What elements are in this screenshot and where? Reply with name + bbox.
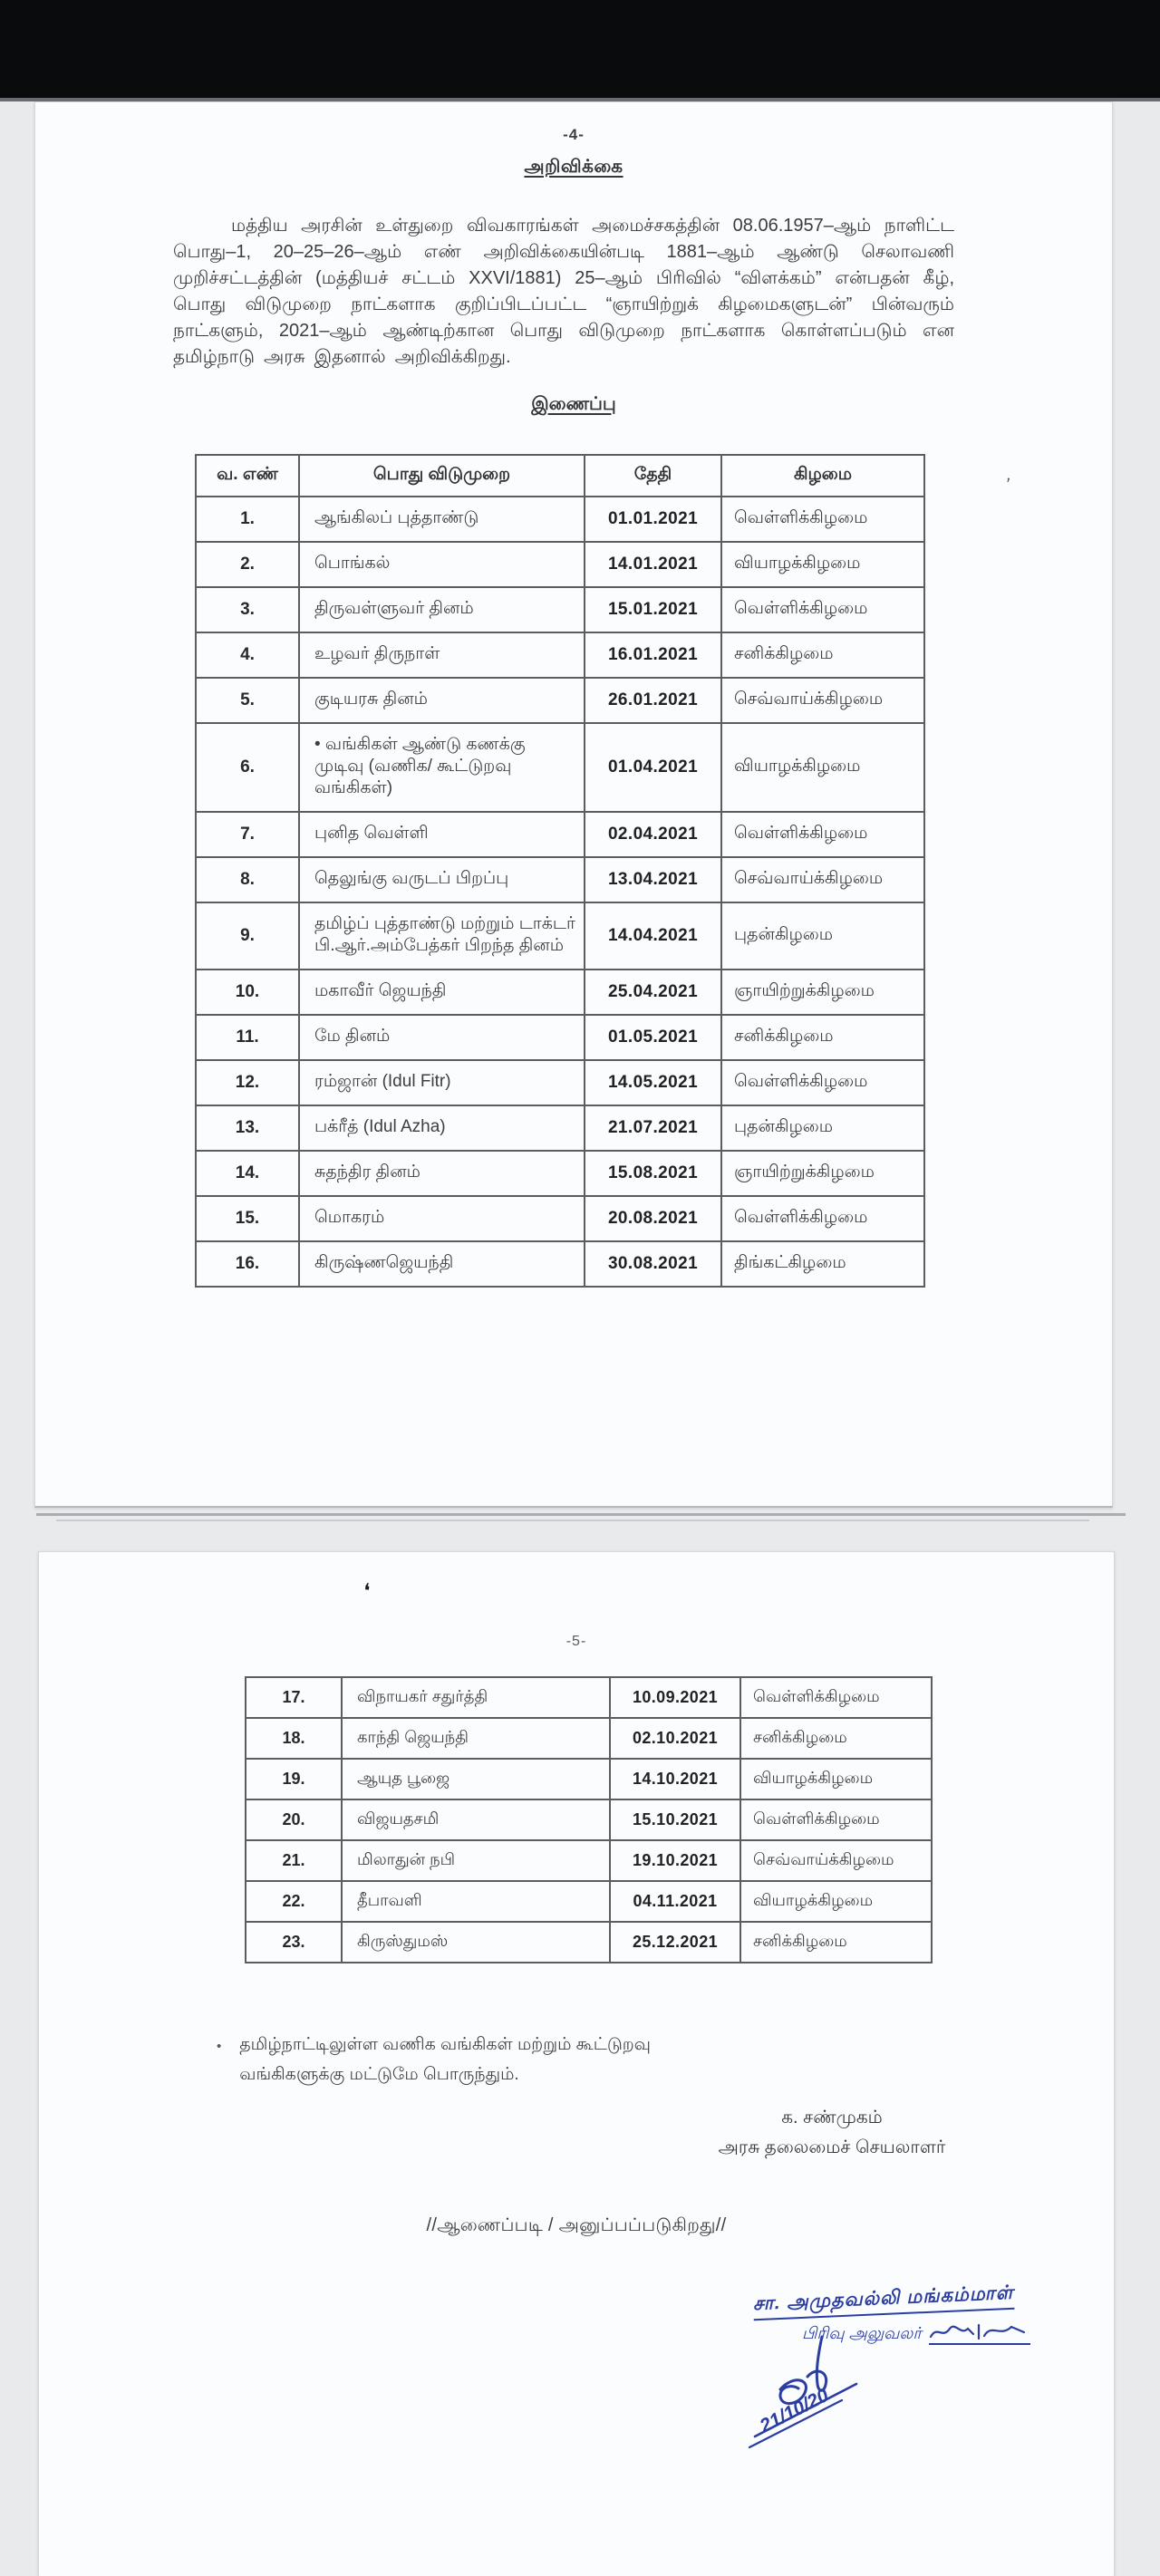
table-cell: 02.04.2021 bbox=[585, 812, 721, 857]
table-cell: கிருஷ்ணஜெயந்தி bbox=[299, 1241, 585, 1287]
table-cell: 1. bbox=[196, 497, 299, 542]
footnote-text: தமிழ்நாட்டிலுள்ள வணிக வங்கிகள் மற்றும் கூட்டுறவு வங்கிகளுக்கு மட்டுமே பொருந்தும். bbox=[239, 2035, 651, 2084]
signatory-title: அரசு தலைமைச் செயலாளர் bbox=[718, 2137, 946, 2157]
document-page-5 bbox=[38, 1551, 1115, 2576]
page-number-5: -5- bbox=[566, 1634, 587, 1649]
table-cell: ஆயுத பூஜை bbox=[342, 1759, 610, 1799]
table-row bbox=[196, 587, 924, 632]
page-number-4: -4- bbox=[563, 126, 585, 143]
table-cell: 17. bbox=[246, 1677, 342, 1718]
table-cell: 16. bbox=[196, 1241, 299, 1287]
col-header-weekday: கிழமை bbox=[721, 455, 924, 497]
table-cell: 10.09.2021 bbox=[610, 1677, 740, 1718]
table-cell: வியாழக்கிழமை bbox=[721, 542, 924, 587]
table-cell: வெள்ளிக்கிழமை bbox=[721, 812, 924, 857]
table-cell: வெள்ளிக்கிழமை bbox=[721, 587, 924, 632]
table-cell: புனித வெள்ளி bbox=[299, 812, 585, 857]
table-row bbox=[196, 970, 924, 1015]
table-cell: தமிழ்ப் புத்தாண்டு மற்றும் டாக்டர் பி.ஆர்.அம்பேத்கர் பிறந்த தினம் bbox=[299, 902, 585, 970]
table-cell: 23. bbox=[246, 1922, 342, 1963]
table-cell: கிருஸ்துமஸ் bbox=[342, 1922, 610, 1963]
table-cell: ரம்ஜான் (Idul Fitr) bbox=[299, 1060, 585, 1105]
table-cell: 19.10.2021 bbox=[610, 1840, 740, 1881]
table-cell: 01.05.2021 bbox=[585, 1015, 721, 1060]
table-cell: உழவர் திருநாள் bbox=[299, 632, 585, 678]
table-row bbox=[196, 1015, 924, 1060]
table-cell: 2. bbox=[196, 542, 299, 587]
table-cell: செவ்வாய்க்கிழமை bbox=[721, 678, 924, 723]
table-cell: 14.05.2021 bbox=[585, 1060, 721, 1105]
table-cell: விநாயகர் சதுர்த்தி bbox=[342, 1677, 610, 1718]
signatory-block bbox=[637, 2103, 1027, 2163]
table-cell: 12. bbox=[196, 1060, 299, 1105]
holidays-table-page4 bbox=[195, 454, 925, 1288]
table-cell: 14.01.2021 bbox=[585, 542, 721, 587]
table-cell: 25.12.2021 bbox=[610, 1922, 740, 1963]
table-cell: • வங்கிகள் ஆண்டு கணக்கு முடிவு (வணிக/ கூட்டுறவு வங்கிகள்) bbox=[299, 723, 585, 812]
col-header-holiday: பொது விடுமுறை bbox=[299, 455, 585, 497]
table-row bbox=[196, 1060, 924, 1105]
table-row bbox=[196, 678, 924, 723]
footnote bbox=[217, 2031, 778, 2089]
table-cell: வெள்ளிக்கிழமை bbox=[740, 1799, 932, 1840]
table-cell: 6. bbox=[196, 723, 299, 812]
notification-paragraph: மத்திய அரசின் உள்துறை விவகாரங்கள் அமைச்சகத்தின் 08.06.1957–ஆம் நாளிட்ட பொது–1, 20–25–26–ஆம் எண் அறிவிக்கையின்படி 1881–ஆம் ஆண்டு செலாவணி முறிச்சட்டத்தின் (மத்தியச் சட்டம் XXVI/1881) 25–ஆம் பிரிவில் “விளக்கம்” என்பதன் கீழ், பொது விடுமுறை நாட்களாக குறிப்பிடப்பட்ட “ஞாயிற்றுக் கிழமைகளுடன்” பின்வரும் நாட்களும், 2021–ஆம் ஆண்டிற்கான பொது விடுமுறை நாட்களாக கொள்ளப்படும் என தமிழ்நாடு அரசு இதனால் அறிவிக்கிறது. bbox=[173, 216, 954, 367]
table-cell: 13.04.2021 bbox=[585, 857, 721, 902]
table-row bbox=[196, 542, 924, 587]
table-cell: 15. bbox=[196, 1196, 299, 1241]
page-edge-shadow bbox=[36, 1513, 1126, 1516]
document-page-4 bbox=[34, 101, 1113, 1508]
top-black-bar bbox=[0, 0, 1160, 101]
table-cell: வியாழக்கிழமை bbox=[740, 1881, 932, 1922]
table-cell: 21.07.2021 bbox=[585, 1105, 721, 1151]
table-cell: 10. bbox=[196, 970, 299, 1015]
handwritten-designation-text: பிரிவு அலுவலர் bbox=[802, 2324, 922, 2342]
table-row bbox=[246, 1881, 932, 1922]
table-cell: மகாவீர் ஜெயந்தி bbox=[299, 970, 585, 1015]
table-cell: சனிக்கிழமை bbox=[721, 1015, 924, 1060]
table-cell: 20.08.2021 bbox=[585, 1196, 721, 1241]
table-row bbox=[246, 1759, 932, 1799]
table-row bbox=[196, 1196, 924, 1241]
table-cell: வியாழக்கிழமை bbox=[721, 723, 924, 812]
table-cell: 5. bbox=[196, 678, 299, 723]
order-line: //ஆணைப்படி / அனுப்பப்படுகிறது// bbox=[426, 2215, 727, 2235]
table-cell: 25.04.2021 bbox=[585, 970, 721, 1015]
notification-heading: அறிவிக்கை bbox=[524, 157, 624, 177]
table-row bbox=[246, 1799, 932, 1840]
table-cell: சனிக்கிழமை bbox=[721, 632, 924, 678]
table-cell: ஆங்கிலப் புத்தாண்டு bbox=[299, 497, 585, 542]
ink-speck: ʼ bbox=[1002, 475, 1011, 497]
table-cell: வெள்ளிக்கிழமை bbox=[721, 497, 924, 542]
table-cell: 9. bbox=[196, 902, 299, 970]
table-row bbox=[196, 1151, 924, 1196]
table-cell: 15.10.2021 bbox=[610, 1799, 740, 1840]
table-cell: 26.01.2021 bbox=[585, 678, 721, 723]
annexure-heading: இணைப்பு bbox=[531, 394, 616, 414]
table-cell: 19. bbox=[246, 1759, 342, 1799]
table-cell: புதன்கிழமை bbox=[721, 1105, 924, 1151]
holidays-table-page5 bbox=[245, 1676, 933, 1963]
table-cell: 02.10.2021 bbox=[610, 1718, 740, 1759]
table-cell: விஜயதசமி bbox=[342, 1799, 610, 1840]
table-row bbox=[196, 497, 924, 542]
table-cell: தீபாவளி bbox=[342, 1881, 610, 1922]
table-row bbox=[196, 1241, 924, 1287]
table-cell: செவ்வாய்க்கிழமை bbox=[721, 857, 924, 902]
table-cell: வெள்ளிக்கிழமை bbox=[740, 1677, 932, 1718]
table-cell: 20. bbox=[246, 1799, 342, 1840]
table-cell: பொங்கல் bbox=[299, 542, 585, 587]
table-cell: 21. bbox=[246, 1840, 342, 1881]
table-cell: காந்தி ஜெயந்தி bbox=[342, 1718, 610, 1759]
handwritten-signature-flourish bbox=[744, 2331, 925, 2458]
table-cell: பக்ரீத் (Idul Azha) bbox=[299, 1105, 585, 1151]
table-cell: மிலாதுன் நபி bbox=[342, 1840, 610, 1881]
table-row bbox=[246, 1840, 932, 1881]
table-cell: புதன்கிழமை bbox=[721, 902, 924, 970]
table-cell: ஞாயிற்றுக்கிழமை bbox=[721, 970, 924, 1015]
table-cell: தெலுங்கு வருடப் பிறப்பு bbox=[299, 857, 585, 902]
table-row bbox=[196, 812, 924, 857]
table-cell: வெள்ளிக்கிழமை bbox=[721, 1196, 924, 1241]
table-cell: வெள்ளிக்கிழமை bbox=[721, 1060, 924, 1105]
table-row bbox=[196, 857, 924, 902]
table-cell: 14.04.2021 bbox=[585, 902, 721, 970]
table-row bbox=[246, 1922, 932, 1963]
table-cell: 4. bbox=[196, 632, 299, 678]
handwritten-name: சா. அமுதவல்லி மங்கம்மாள் bbox=[752, 2282, 1014, 2321]
table-cell: சனிக்கிழமை bbox=[740, 1718, 932, 1759]
table-row bbox=[246, 1677, 932, 1718]
table-cell: வியாழக்கிழமை bbox=[740, 1759, 932, 1799]
table-cell: 13. bbox=[196, 1105, 299, 1151]
table-cell: 11. bbox=[196, 1015, 299, 1060]
table-cell: 14.10.2021 bbox=[610, 1759, 740, 1799]
table-row bbox=[196, 1105, 924, 1151]
table-cell: 30.08.2021 bbox=[585, 1241, 721, 1287]
table-row bbox=[246, 1718, 932, 1759]
table-cell: 15.01.2021 bbox=[585, 587, 721, 632]
table-cell: 22. bbox=[246, 1881, 342, 1922]
table-cell: திருவள்ளுவர் தினம் bbox=[299, 587, 585, 632]
ink-speck: ❛ bbox=[362, 1578, 372, 1603]
table-cell: 18. bbox=[246, 1718, 342, 1759]
table-cell: ஞாயிற்றுக்கிழமை bbox=[721, 1151, 924, 1196]
table-row bbox=[196, 632, 924, 678]
table-cell: சுதந்திர தினம் bbox=[299, 1151, 585, 1196]
table-header-row bbox=[196, 455, 924, 497]
table-cell: சனிக்கிழமை bbox=[740, 1922, 932, 1963]
table-row bbox=[196, 902, 924, 970]
table-cell: 16.01.2021 bbox=[585, 632, 721, 678]
table-cell: 04.11.2021 bbox=[610, 1881, 740, 1922]
footnote-bullet: • bbox=[217, 2039, 222, 2054]
col-header-serial: வ. எண் bbox=[196, 455, 299, 497]
signatory-name: க. சண்முகம் bbox=[781, 2108, 883, 2127]
table-cell: மே தினம் bbox=[299, 1015, 585, 1060]
table-cell: குடியரசு தினம் bbox=[299, 678, 585, 723]
table-cell: 15.08.2021 bbox=[585, 1151, 721, 1196]
col-header-date: தேதி bbox=[585, 455, 721, 497]
table-cell: 8. bbox=[196, 857, 299, 902]
table-cell: 7. bbox=[196, 812, 299, 857]
handwritten-scribble bbox=[929, 2321, 1030, 2345]
table-cell: செவ்வாய்க்கிழமை bbox=[740, 1840, 932, 1881]
table-cell: திங்கட்கிழமை bbox=[721, 1241, 924, 1287]
table-cell: 01.01.2021 bbox=[585, 497, 721, 542]
table-cell: 3. bbox=[196, 587, 299, 632]
table-row bbox=[196, 723, 924, 812]
table-cell: 14. bbox=[196, 1151, 299, 1196]
handwritten-date: 21/10/20 bbox=[756, 2384, 833, 2437]
table-cell: மொகரம் bbox=[299, 1196, 585, 1241]
page-edge-shadow-2 bbox=[56, 1520, 1089, 1521]
table-cell: 01.04.2021 bbox=[585, 723, 721, 812]
